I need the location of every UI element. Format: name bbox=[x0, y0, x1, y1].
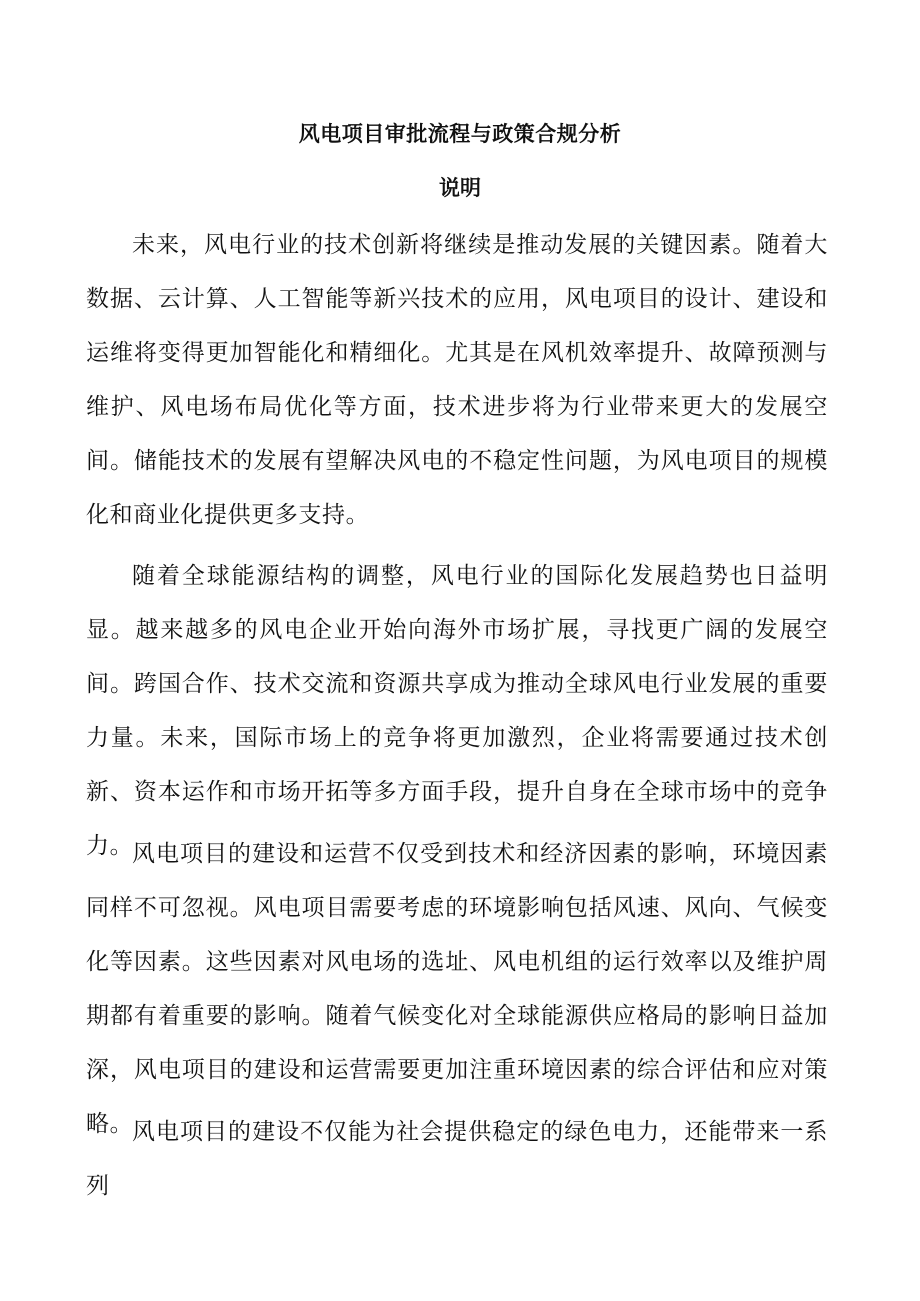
paragraph: 随着全球能源结构的调整，风电行业的国际化发展趋势也日益明显。越来越多的风电企业开始向海外市场扩展，寻找更广阔的发展空间。跨国合作、技术交流和资源共享成为推动全球风电行业发展的重要力量。未来，国际市场上的竞争将更加激烈，企业将需要通过技术创新、资本运作和市场开拓等多方面手段，提升自身在全球市场中的竞争力。 bbox=[86, 563, 828, 859]
paragraph: 风电项目的建设和运营不仅受到技术和经济因素的影响，环境因素同样不可忽视。风电项目需要考虑的环境影响包括风速、风向、气候变化等因素。这些因素对风电场的选址、风电机组的运行效率以及维护周期都有着重要的影响。随着气候变化对全球能源供应格局的影响日益加深，风电项目的建设和运营需要更加注重环境因素的综合评估和应对策略。 bbox=[86, 841, 828, 1137]
section-heading: 说明 bbox=[439, 175, 481, 200]
paragraph: 风电项目的建设不仅能为社会提供稳定的绿色电力，还能带来一系列 bbox=[86, 1119, 828, 1199]
paragraph: 未来，风电行业的技术创新将继续是推动发展的关键因素。随着大数据、云计算、人工智能等新兴技术的应用，风电项目的设计、建设和运维将变得更加智能化和精细化。尤其是在风机效率提升、故障预测与维护、风电场布局优化等方面，技术进步将为行业带来更大的发展空间。储能技术的发展有望解决风电的不稳定性问题，为风电项目的规模化和商业化提供更多支持。 bbox=[86, 232, 828, 528]
document-title: 风电项目审批流程与政策合规分析 bbox=[298, 121, 622, 146]
